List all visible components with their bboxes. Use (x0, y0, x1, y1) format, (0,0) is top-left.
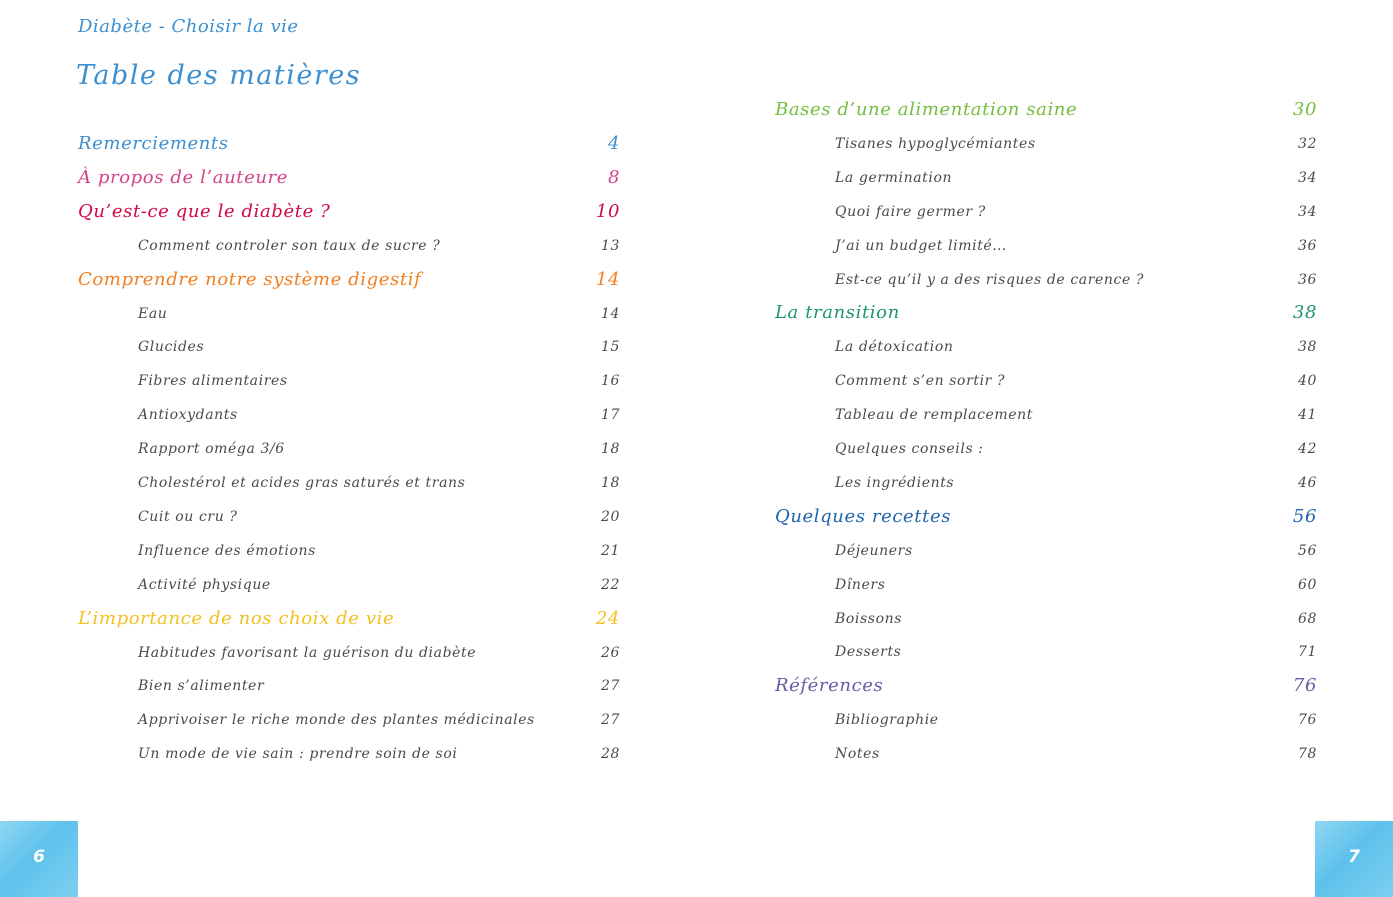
toc-entry-label: Antioxydants (138, 407, 238, 423)
book-title: Diabète - Choisir la vie (78, 16, 299, 37)
toc-entry-page-number: 15 (600, 339, 620, 355)
toc-entry-label: Est-ce qu’il y a des risques de carence ? (835, 272, 1145, 288)
toc-entry-tableau-de-remplacement[interactable] (835, 402, 1317, 428)
toc-entry-label: Notes (835, 746, 880, 762)
toc-entry-apprivoiser-le-riche-monde-des-plantes-medicinales[interactable] (138, 707, 620, 733)
toc-entry-label: Remerciements (78, 133, 229, 154)
toc-entry-label: À propos de l’auteure (78, 167, 289, 188)
toc-entry-label: Déjeuners (835, 543, 913, 559)
toc-entry-page-number: 38 (1297, 339, 1317, 355)
toc-entry-la-detoxication[interactable] (835, 334, 1317, 360)
toc-entry-page-number: 38 (1292, 302, 1317, 323)
toc-entry-label: La transition (775, 302, 900, 323)
toc-entry-l-importance-de-nos-choix-de-vie[interactable] (78, 606, 620, 632)
toc-entry-label: Bien s’alimenter (138, 678, 265, 694)
toc-entry-page-number: 71 (1297, 644, 1317, 660)
toc-entry-label: Eau (138, 306, 168, 322)
left-page-number: 6 (33, 847, 45, 867)
toc-entry-page-number: 60 (1297, 577, 1317, 593)
toc-entry-page-number: 10 (595, 201, 620, 222)
toc-entry-page-number: 34 (1297, 170, 1317, 186)
toc-entry-page-number: 18 (600, 441, 620, 457)
toc-entry-label: La détoxication (835, 339, 954, 355)
toc-entry-comment-s-en-sortir[interactable] (835, 368, 1317, 394)
toc-entry-page-number: 4 (607, 133, 620, 154)
toc-entry-page-number: 32 (1297, 136, 1317, 152)
toc-entry-label: Boissons (835, 611, 902, 627)
toc-entry-label: Tisanes hypoglycémiantes (835, 136, 1036, 152)
toc-entry-comment-controler-son-taux-de-sucre[interactable] (138, 233, 620, 259)
toc-entry-un-mode-de-vie-sain-prendre-soin-de-soi[interactable] (138, 741, 620, 767)
toc-entry-label: Bibliographie (835, 712, 939, 728)
toc-entry-references[interactable] (775, 673, 1317, 699)
toc-entry-label: Apprivoiser le riche monde des plantes médicinales (138, 712, 535, 728)
toc-entry-desserts[interactable] (835, 639, 1317, 665)
toc-entry-page-number: 46 (1297, 475, 1317, 491)
toc-entry-label: Comment controler son taux de sucre ? (138, 238, 441, 254)
toc-entry-label: Cuit ou cru ? (138, 509, 238, 525)
toc-entry-page-number: 68 (1297, 611, 1317, 627)
toc-entry-page-number: 28 (600, 746, 620, 762)
toc-entry-page-number: 41 (1297, 407, 1317, 423)
toc-entry-label: Bases d’une alimentation saine (775, 99, 1078, 120)
toc-entry-page-number: 36 (1297, 272, 1317, 288)
toc-entry-label: Comment s’en sortir ? (835, 373, 1006, 389)
toc-entry-page-number: 24 (595, 608, 620, 629)
toc-entry-page-number: 76 (1297, 712, 1317, 728)
toc-entry-page-number: 17 (600, 407, 620, 423)
toc-entry-label: Activité physique (138, 577, 271, 593)
toc-entry-cuit-ou-cru[interactable] (138, 504, 620, 530)
left-page-tab (0, 821, 78, 897)
toc-entry-label: Cholestérol et acides gras saturés et trans (138, 475, 466, 491)
right-page-tab (1315, 821, 1393, 897)
toc-entry-label: J’ai un budget limité… (835, 238, 1007, 254)
toc-entry-label: Dîners (835, 577, 886, 593)
toc-entry-label: Glucides (138, 339, 205, 355)
toc-entry-la-transition[interactable] (775, 300, 1317, 326)
toc-entry-page-number: 27 (600, 678, 620, 694)
toc-entry-est-ce-qu-il-y-a-des-risques-de-carence[interactable] (835, 267, 1317, 293)
toc-entry-cholesterol-et-acides-gras-satures-et-trans[interactable] (138, 470, 620, 496)
toc-entry-label: Influence des émotions (138, 543, 316, 559)
toc-entry-influence-des-emotions[interactable] (138, 538, 620, 564)
toc-entry-page-number: 56 (1297, 543, 1317, 559)
toc-entry-label: Fibres alimentaires (138, 373, 288, 389)
toc-entry-label: Les ingrédients (835, 475, 955, 491)
toc-entry-activite-physique[interactable] (138, 572, 620, 598)
toc-entry-page-number: 42 (1297, 441, 1317, 457)
toc-entry-label: Références (775, 675, 884, 696)
toc-entry-dejeuners[interactable] (835, 538, 1317, 564)
toc-entry-tisanes-hypoglycemiantes[interactable] (835, 131, 1317, 157)
toc-entry-page-number: 16 (600, 373, 620, 389)
toc-entry-label: Tableau de remplacement (835, 407, 1034, 423)
toc-entry-label: Quelques recettes (775, 506, 952, 527)
toc-entry-habitudes-favorisant-la-guerison-du-diabete[interactable] (138, 640, 620, 666)
toc-entry-eau[interactable] (138, 301, 620, 327)
toc-entry-page-number: 36 (1297, 238, 1317, 254)
toc-entry-page-number: 14 (595, 269, 620, 290)
toc-entry-page-number: 27 (600, 712, 620, 728)
toc-entry-quoi-faire-germer[interactable] (835, 199, 1317, 225)
toc-entry-bases-d-une-alimentation-saine[interactable] (775, 97, 1317, 123)
toc-entry-quelques-recettes[interactable] (775, 504, 1317, 530)
toc-entry-page-number: 76 (1292, 675, 1317, 696)
toc-entry-rapport-omega-3-6[interactable] (138, 436, 620, 462)
toc-entry-page-number: 26 (600, 645, 620, 661)
toc-entry-j-ai-un-budget-limite[interactable] (835, 233, 1317, 259)
toc-entry-fibres-alimentaires[interactable] (138, 368, 620, 394)
toc-entry-bien-s-alimenter[interactable] (138, 673, 620, 699)
toc-entry-page-number: 8 (607, 167, 620, 188)
toc-entry-antioxydants[interactable] (138, 402, 620, 428)
toc-entry-boissons[interactable] (835, 606, 1317, 632)
toc-entry-page-number: 18 (600, 475, 620, 491)
toc-entry-notes[interactable] (835, 741, 1317, 767)
toc-entry-label: Comprendre notre système digestif (78, 269, 422, 290)
toc-entry-qu-est-ce-que-le-diabete[interactable] (78, 199, 620, 225)
toc-entry-page-number: 78 (1297, 746, 1317, 762)
toc-title: Table des matières (76, 60, 362, 91)
toc-entry-label: Habitudes favorisant la guérison du diabète (138, 645, 477, 661)
toc-entry-label: Quelques conseils : (835, 441, 984, 457)
right-page-number: 7 (1348, 847, 1360, 867)
toc-entry-label: L’importance de nos choix de vie (78, 608, 395, 629)
toc-entry-page-number: 20 (600, 509, 620, 525)
toc-entry-label: Un mode de vie sain : prendre soin de soi (138, 746, 458, 762)
toc-entry-label: La germination (835, 170, 953, 186)
toc-entry-label: Desserts (835, 644, 902, 660)
toc-entry-la-germination[interactable] (835, 165, 1317, 191)
toc-entry-label: Quoi faire germer ? (835, 204, 986, 220)
toc-entry-page-number: 13 (600, 238, 620, 254)
toc-entry-glucides[interactable] (138, 334, 620, 360)
toc-entry-page-number: 56 (1292, 506, 1317, 527)
toc-entry-page-number: 40 (1297, 373, 1317, 389)
toc-entry-a-propos-de-l-auteure[interactable] (78, 165, 620, 191)
toc-entry-page-number: 21 (600, 543, 620, 559)
toc-entry-remerciements[interactable] (78, 131, 620, 157)
toc-entry-label: Rapport oméga 3/6 (138, 441, 285, 457)
toc-entry-label: Qu’est-ce que le diabète ? (78, 201, 331, 222)
toc-entry-quelques-conseils[interactable] (835, 436, 1317, 462)
toc-entry-page-number: 22 (600, 577, 620, 593)
toc-entry-page-number: 14 (600, 306, 620, 322)
toc-entry-page-number: 30 (1292, 99, 1317, 120)
toc-entry-les-ingredients[interactable] (835, 470, 1317, 496)
toc-entry-bibliographie[interactable] (835, 707, 1317, 733)
toc-entry-comprendre-notre-systeme-digestif[interactable] (78, 267, 620, 293)
toc-entry-page-number: 34 (1297, 204, 1317, 220)
toc-entry-diners[interactable] (835, 572, 1317, 598)
